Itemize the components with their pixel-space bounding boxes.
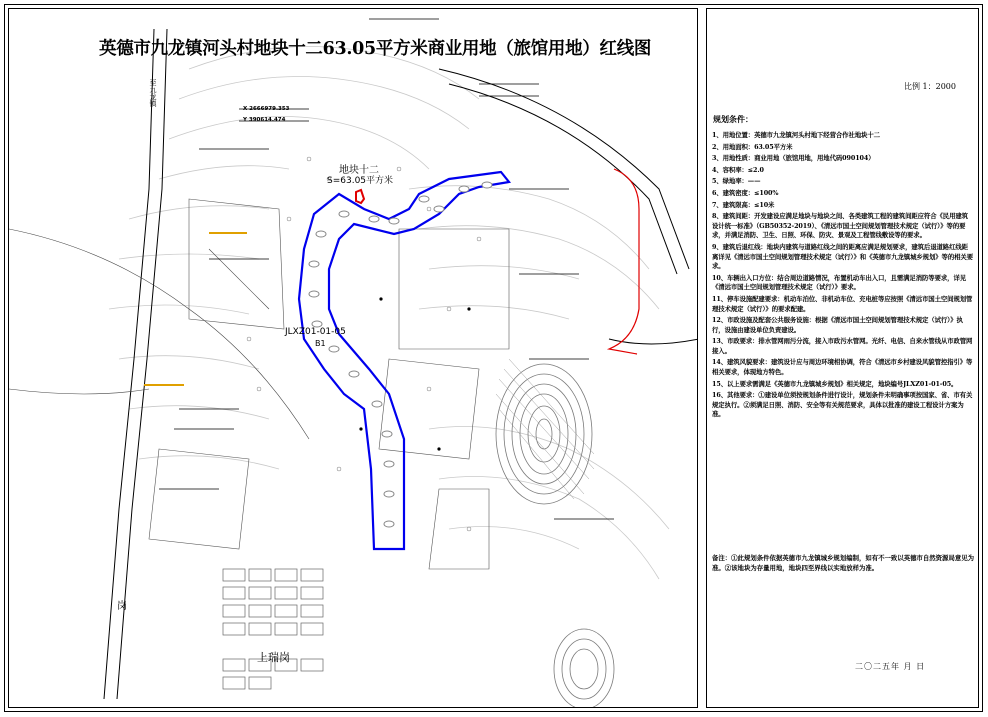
list-item: 16、其他要求：①建设单位须按规划条件进行设计，规划条件未明确事项按国家、省、市有关规定执行。②须满足日照、消防、安全等有关规范要求，具体以批准的建设工程设计方案为准。 (712, 391, 973, 419)
list-item: 11、停车设施配建要求：机动车泊位、非机动车位、充电桩等应按照《清远市国土空间规划管理技术规定（试行）》的要求配建。 (712, 294, 973, 313)
list-item: 14、建筑风貌要求：建筑设计应与周边环境相协调，符合《清远市乡村建设风貌管控指引》等相关要求，体现地方特色。 (712, 358, 973, 377)
list-item: 4、容积率：≤2.0 (712, 165, 764, 174)
road-label: 至九龙镇 (149, 79, 157, 107)
roads (104, 29, 698, 699)
stream-lines (9, 229, 309, 439)
list-item: 7、建筑限高：≤10米 (712, 200, 775, 209)
map-panel (8, 8, 698, 708)
map-title: 英德市九龙镇河头村地块十二63.05平方米商业用地（旅馆用地）红线图 (99, 39, 652, 59)
parcel-boundary (356, 190, 364, 203)
list-item: 15、以上要求需满足《英德市九龙镇城乡规划》相关规定，地块编号JLXZ01-01-05。 (712, 379, 958, 388)
list-item: 1、用地位置：英德市九龙镇河头村地下经营合作社地块十二 (712, 131, 880, 139)
list-item: 8、建筑间距：开发建设应满足地块与地块之间、各类建筑工程的建筑间距应符合《民用建筑设计统一标准》（GB50352-2019）、《清远市国土空间规划管理技术规定（试行）》等的要求，并满足消防、卫生、日照、环保、防灾、景观及工程管线敷设等的要求。 (712, 212, 968, 240)
parcel-label: 地块十二 (339, 165, 379, 176)
parcel-area-label: S=63.05平方米 (327, 176, 394, 186)
conditions-header: 规划条件： (713, 114, 753, 124)
list-item: 9、建筑后退红线：地块内建筑与道路红线之间的距离应满足规划要求，建筑后退道路红线距离详见《清远市国土空间规划管理技术规定（试行）》和《英德市九龙镇城乡规划》等的相关要求。 (712, 242, 974, 271)
riverside-hatching (309, 182, 492, 527)
notes-panel (706, 8, 979, 708)
red-boundaries (609, 169, 639, 354)
conditions-list (712, 131, 974, 422)
list-item: 5、绿地率：—— (712, 177, 761, 186)
side-label: 岗 (117, 601, 127, 612)
remark-note: 备注：①此规划条件依据英德市九龙镇城乡规划编制，如有不一致以英德市自然资源局意见为准。②该地块为存量用地，地块四至界线以实地放样为准。 (712, 554, 975, 572)
survey-points (359, 297, 470, 450)
scale-label: 比例 1：2000 (904, 82, 956, 91)
list-item: 12、市政设施及配套公共服务设施：根据《清远市国土空间规划管理技术规定（试行）》执行，设施由建设单位负责建设。 (712, 316, 963, 334)
village-label: 上瑞岗 (257, 651, 290, 664)
list-item: 13、市政要求：排水管网雨污分流，接入市政污水管网。光纤、电信、自来水管线从市政管网接入。 (712, 337, 973, 355)
contour-hill-lines (109, 47, 669, 580)
topographic-map (9, 9, 698, 708)
coordinate-ticks (159, 19, 614, 519)
plot-class-label: B1 (315, 339, 326, 348)
list-item: 6、建筑密度：≤100% (712, 188, 779, 197)
plot-code-label: JLXZ01-01-05 (285, 327, 346, 337)
list-item: 3、用地性质：商业用地（旅馆用地，用地代码090104） (712, 154, 875, 163)
survey-hill (496, 364, 614, 708)
list-item: 2、用地面积：63.05平方米 (712, 142, 793, 151)
tree-symbols (247, 157, 481, 531)
list-item: 10、车辆出入口方位：结合周边道路情况，布置机动车出入口，且需满足消防等要求，详见《清远市国土空间规划管理技术规定（试行）》要求。 (712, 273, 967, 292)
village-buildings (223, 569, 323, 689)
date-label: 二〇二五年 月 日 (855, 662, 926, 671)
hill-hatch (496, 359, 594, 499)
coordinate-label: X 2666979.353 (243, 106, 290, 112)
coordinate-label: Y 390614.474 (243, 117, 286, 123)
